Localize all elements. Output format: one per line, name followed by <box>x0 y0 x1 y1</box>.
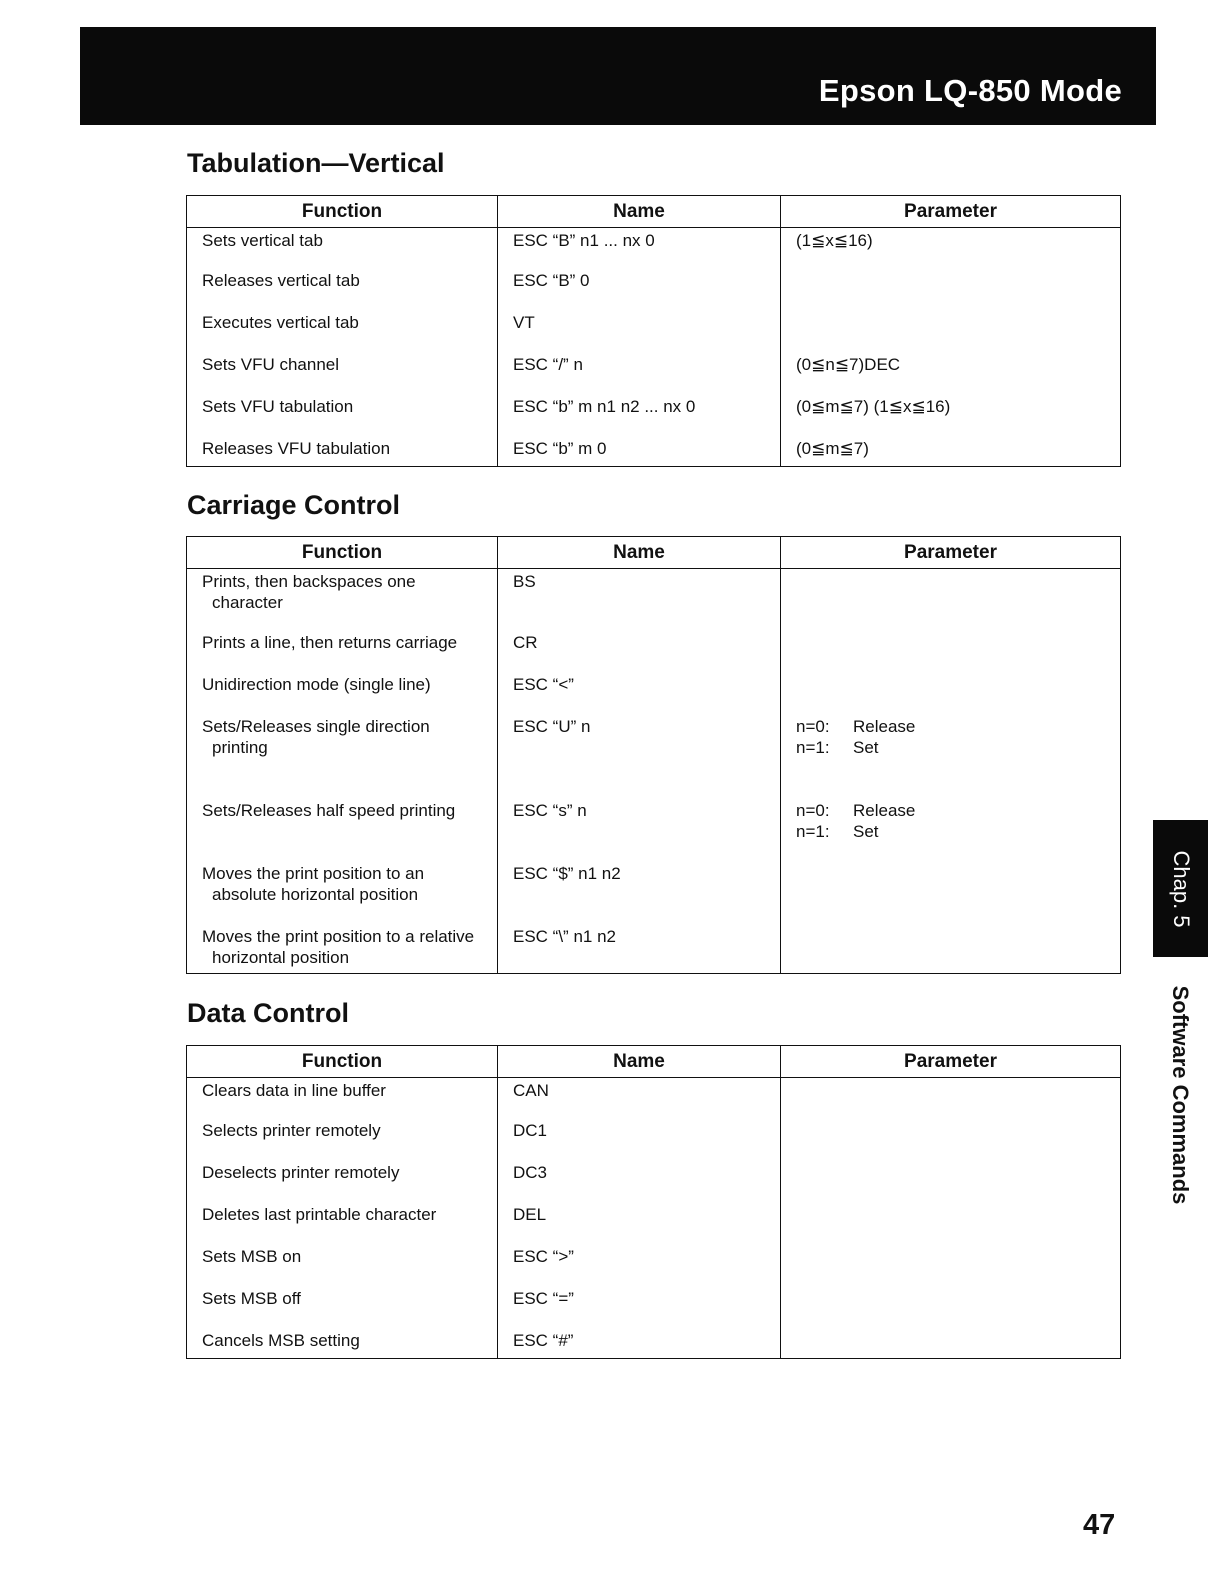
parameter-cell <box>781 1078 1121 1120</box>
table-header-row <box>187 537 1121 569</box>
table-header-row <box>187 196 1121 228</box>
tabulation-vertical-table <box>186 195 1121 467</box>
name-cell: ESC “b” m 0 <box>498 438 781 467</box>
table-row <box>187 716 1121 800</box>
function-text: Unidirection mode (single line) <box>202 674 431 694</box>
table-row <box>187 438 1121 467</box>
parameter-line <box>796 737 1106 758</box>
table-row <box>187 1246 1121 1288</box>
function-cell: Executes vertical tab <box>187 312 498 354</box>
table-row <box>187 569 1121 632</box>
function-cell: Sets vertical tab <box>187 228 498 270</box>
table-row <box>187 1288 1121 1330</box>
table-row <box>187 863 1121 926</box>
parameter-cell <box>781 863 1121 926</box>
name-cell: DC1 <box>498 1120 781 1162</box>
header-bar <box>80 27 1156 125</box>
function-cell <box>187 674 498 716</box>
chapter-title: Software Commands <box>1168 985 1193 1205</box>
table-row <box>187 228 1121 270</box>
name-cell: ESC “\” n1 n2 <box>498 926 781 974</box>
table-row <box>187 312 1121 354</box>
function-cell: Sets VFU tabulation <box>187 396 498 438</box>
parameter-key: n=1: <box>796 737 830 757</box>
table-header-row <box>187 1046 1121 1078</box>
parameter-value: Set <box>853 821 879 841</box>
function-text: Moves the print position to an absolute horizontal position <box>202 863 425 904</box>
function-cell: Clears data in line buffer <box>187 1078 498 1120</box>
parameter-value: Set <box>853 737 879 757</box>
parameter-cell <box>781 569 1121 632</box>
table-row <box>187 1120 1121 1162</box>
function-cell <box>187 863 498 926</box>
parameter-cell <box>781 1162 1121 1204</box>
parameter-key: n=1: <box>796 821 830 841</box>
parameter-value: Release <box>853 716 916 736</box>
name-cell: ESC “$” n1 n2 <box>498 863 781 926</box>
table-row <box>187 674 1121 716</box>
name-cell: VT <box>498 312 781 354</box>
function-cell: Selects printer remotely <box>187 1120 498 1162</box>
column-header-parameter: Parameter <box>781 196 1121 228</box>
section-title-tabulation-vertical: Tabulation—Vertical <box>187 148 445 178</box>
function-text: Prints, then backspaces one character <box>202 572 416 612</box>
parameter-cell <box>781 312 1121 354</box>
section-title-data-control: Data Control <box>187 998 349 1028</box>
name-cell: ESC “/” n <box>498 354 781 396</box>
parameter-cell <box>781 674 1121 716</box>
function-cell <box>187 800 498 863</box>
column-header-name: Name <box>498 537 781 569</box>
function-text: Sets/Releases half speed printing <box>202 800 456 820</box>
function-cell: Releases VFU tabulation <box>187 438 498 467</box>
parameter-line <box>796 800 1106 821</box>
function-text: Prints a line, then returns carriage <box>202 632 458 652</box>
parameter-value: Release <box>853 800 916 820</box>
table-row <box>187 396 1121 438</box>
function-text: Moves the print position to a relative horizontal position <box>202 926 475 967</box>
table-row <box>187 1162 1121 1204</box>
column-header-function: Function <box>187 196 498 228</box>
column-header-parameter: Parameter <box>781 537 1121 569</box>
column-header-parameter: Parameter <box>781 1046 1121 1078</box>
name-cell: ESC “U” n <box>498 716 781 800</box>
function-cell <box>187 632 498 674</box>
function-cell <box>187 926 498 974</box>
name-cell: DEL <box>498 1204 781 1246</box>
name-cell: BS <box>498 569 781 632</box>
parameter-line <box>796 821 1106 842</box>
table-row <box>187 1330 1121 1359</box>
carriage-control-table <box>186 536 1121 974</box>
parameter-cell <box>781 1288 1121 1330</box>
chapter-tab <box>1153 820 1208 957</box>
name-cell: ESC “B” 0 <box>498 270 781 312</box>
function-cell: Deletes last printable character <box>187 1204 498 1246</box>
column-header-function: Function <box>187 537 498 569</box>
column-header-name: Name <box>498 196 781 228</box>
parameter-cell <box>781 1204 1121 1246</box>
parameter-cell: (0≦n≦7)DEC <box>781 354 1121 396</box>
page-title: Epson LQ-850 Mode <box>818 73 1122 108</box>
table-row <box>187 800 1121 863</box>
parameter-cell <box>781 716 1121 800</box>
table-row <box>187 1204 1121 1246</box>
name-cell: CAN <box>498 1078 781 1120</box>
parameter-cell: (1≦x≦16) <box>781 228 1121 270</box>
data-control-table <box>186 1045 1121 1359</box>
parameter-cell <box>781 632 1121 674</box>
function-cell: Releases vertical tab <box>187 270 498 312</box>
name-cell: ESC “<” <box>498 674 781 716</box>
function-cell: Sets MSB off <box>187 1288 498 1330</box>
table-row <box>187 632 1121 674</box>
function-cell: Cancels MSB setting <box>187 1330 498 1359</box>
table-row <box>187 1078 1121 1120</box>
column-header-name: Name <box>498 1046 781 1078</box>
parameter-cell <box>781 800 1121 863</box>
parameter-cell: (0≦m≦7) <box>781 438 1121 467</box>
name-cell: CR <box>498 632 781 674</box>
parameter-cell: (0≦m≦7) (1≦x≦16) <box>781 396 1121 438</box>
parameter-key: n=0: <box>796 800 830 820</box>
name-cell: ESC “s” n <box>498 800 781 863</box>
function-cell <box>187 569 498 632</box>
name-cell: ESC “B” n1 ... nx 0 <box>498 228 781 270</box>
name-cell: ESC “>” <box>498 1246 781 1288</box>
function-cell: Deselects printer remotely <box>187 1162 498 1204</box>
parameter-cell <box>781 1120 1121 1162</box>
parameter-cell <box>781 270 1121 312</box>
section-title-carriage-control: Carriage Control <box>187 490 401 520</box>
column-header-function: Function <box>187 1046 498 1078</box>
name-cell: ESC “b” m n1 n2 ... nx 0 <box>498 396 781 438</box>
function-text: Sets/Releases single direction printing <box>202 716 430 757</box>
parameter-key: n=0: <box>796 716 830 736</box>
table-row <box>187 270 1121 312</box>
parameter-cell <box>781 926 1121 974</box>
function-cell: Sets MSB on <box>187 1246 498 1288</box>
name-cell: ESC “#” <box>498 1330 781 1359</box>
parameter-cell <box>781 1246 1121 1288</box>
parameter-line <box>796 716 1106 737</box>
table-row <box>187 354 1121 396</box>
name-cell: DC3 <box>498 1162 781 1204</box>
chapter-label: Chap. 5 <box>1168 849 1194 928</box>
page-number: 47 <box>1083 1509 1116 1541</box>
table-row <box>187 926 1121 974</box>
function-cell <box>187 716 498 800</box>
name-cell: ESC “=” <box>498 1288 781 1330</box>
parameter-cell <box>781 1330 1121 1359</box>
function-cell: Sets VFU channel <box>187 354 498 396</box>
